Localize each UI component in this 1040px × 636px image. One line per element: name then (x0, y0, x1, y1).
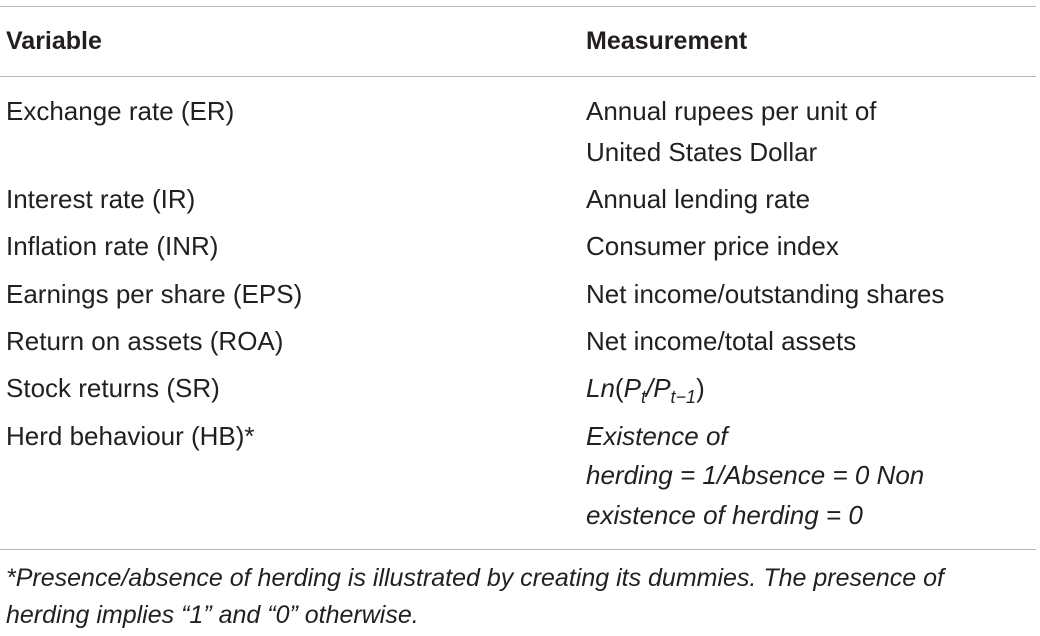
formula-slash: / (645, 373, 654, 403)
header-variable: Variable (6, 27, 102, 55)
row-inr-variable: Inflation rate (INR) (6, 231, 219, 261)
row-sr-variable: Stock returns (SR) (6, 373, 220, 403)
bottom-rule (0, 549, 1036, 550)
row-er-variable: Exchange rate (ER) (6, 96, 235, 126)
row-eps-measurement: Net income/outstanding shares (586, 279, 945, 309)
row-hb-measurement-line1: Existence of (586, 421, 728, 451)
row-ir-measurement: Annual lending rate (586, 184, 811, 214)
formula-p1: P (623, 373, 641, 403)
formula-close-paren: ) (696, 373, 705, 403)
row-hb-measurement-line2: herding = 1/Absence = 0 Non (586, 460, 925, 490)
header-rule (0, 76, 1036, 77)
row-roa-variable: Return on assets (ROA) (6, 326, 284, 356)
header-measurement: Measurement (586, 27, 748, 55)
formula-sub-t1: t−1 (670, 387, 697, 407)
top-rule (0, 6, 1036, 7)
row-roa-measurement: Net income/total assets (586, 326, 857, 356)
row-sr-formula (586, 369, 705, 416)
table-footnote: *Presence/absence of herding is illustrated by creating its dummies. The presence of herding implies “1” and “0” otherwise. (6, 564, 944, 629)
row-ir-variable: Interest rate (IR) (6, 184, 196, 214)
row-hb-variable: Herd behaviour (HB)* (6, 421, 255, 451)
formula-p2: P (653, 373, 671, 403)
row-inr-measurement: Consumer price index (586, 231, 839, 261)
row-hb-measurement-line3: existence of herding = 0 (586, 500, 863, 530)
row-er-measurement-line1: Annual rupees per unit of (586, 96, 877, 126)
formula-ln: Ln (586, 373, 615, 403)
row-er-measurement-line2: United States Dollar (586, 137, 818, 167)
formula-open-paren: ( (614, 373, 624, 403)
formula-sub-t: t (640, 387, 646, 407)
row-eps-variable: Earnings per share (EPS) (6, 279, 303, 309)
